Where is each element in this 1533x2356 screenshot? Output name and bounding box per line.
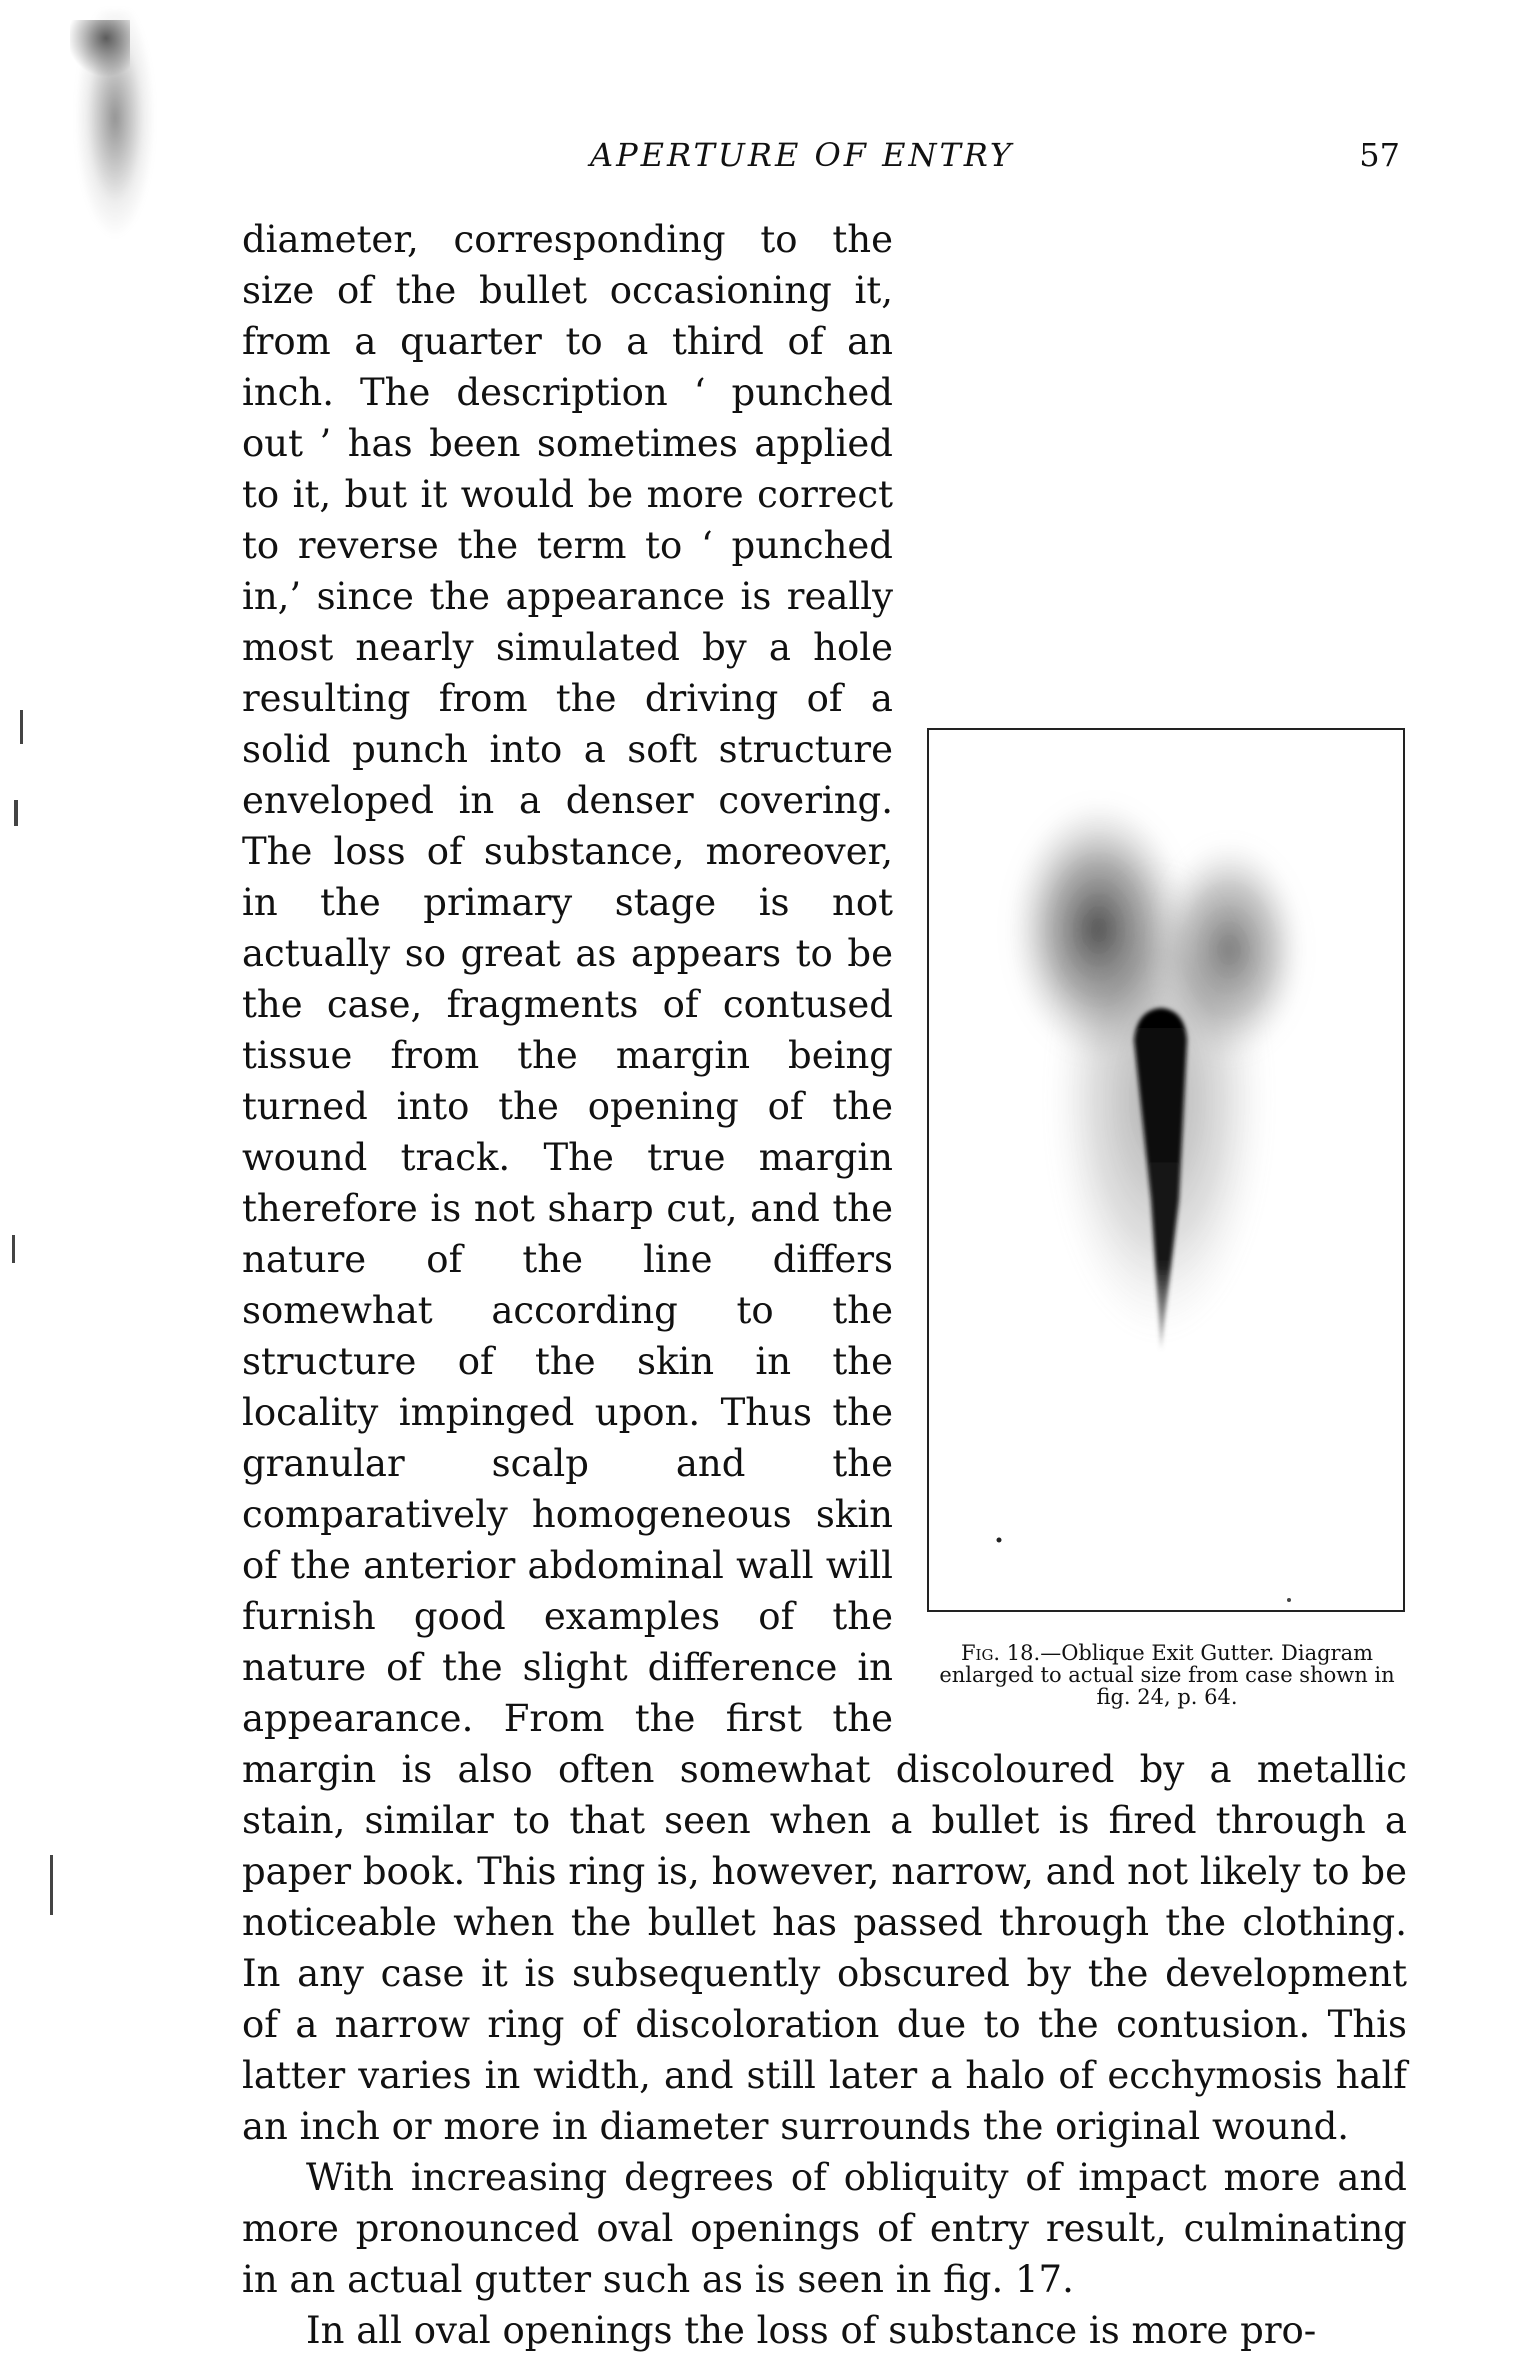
paragraph-3: In all oval openings the loss of substance is more pro- xyxy=(306,2309,1317,2352)
margin-mark xyxy=(12,1235,15,1263)
margin-mark xyxy=(20,710,23,744)
scan-smudge-dark xyxy=(70,20,130,80)
speck xyxy=(997,1538,1002,1543)
exit-gutter-illustration xyxy=(929,730,1403,1610)
body-text xyxy=(242,214,1407,2356)
margin-mark xyxy=(14,800,18,826)
figure-caption xyxy=(927,1642,1407,1708)
speck xyxy=(1287,1598,1291,1602)
figure-caption-text: —Oblique Exit Gutter. Diagram enlarged to actual size from case shown in fig. 24, p. 64. xyxy=(939,1641,1395,1709)
figure-frame xyxy=(927,728,1405,1612)
page-header xyxy=(240,136,1400,176)
figure-label: Fig. 18. xyxy=(960,1641,1041,1665)
page-number: 57 xyxy=(1359,136,1400,174)
margin-mark xyxy=(50,1855,53,1915)
running-head: APERTURE OF ENTRY xyxy=(590,136,1015,174)
paragraph-2: With increasing degrees of obliquity of impact more and more pronounced oval openings of entry result, culminating in an actual gutter such as is seen in fig. 17. xyxy=(242,2156,1407,2301)
paragraph-1: diameter, corresponding to the size of the bullet occasioning it, from a quarter to a third of an inch. The description ‘ punched out ’ has been sometimes applied to it, but it would be more correct to reverse the term to ‘ punched in,’ since the appearance is really most nearly simulated by a hole resulting from the driving of a solid punch into a soft structure enveloped in a denser covering. The loss of substance, moreover, in the primary stage is not actually so great as appears to be the case, fragments of contused tissue from the margin being turned into the opening of the wound track. The true margin therefore is not sharp cut, and the nature of the line differs somewhat according to the structure of the skin in the locality impinged upon. Thus the granular scalp and the comparatively homogeneous skin of the anterior abdominal wall will furnish good examples of the nature of the slight difference in appearance. From the first the margin is also often somewhat discoloured by a metallic stain, similar to that seen when a bullet is fired through a paper book. This ring is, however, narrow, and not likely to be noticeable when the bullet has passed through the clothing. In any case it is subsequently obscured by the development of a narrow ring of discoloration due to the contusion. This latter varies in width, and still later a halo of ecchymosis half an inch or more in diameter surrounds the original wound. xyxy=(242,218,1407,2148)
figure xyxy=(927,724,1407,1708)
